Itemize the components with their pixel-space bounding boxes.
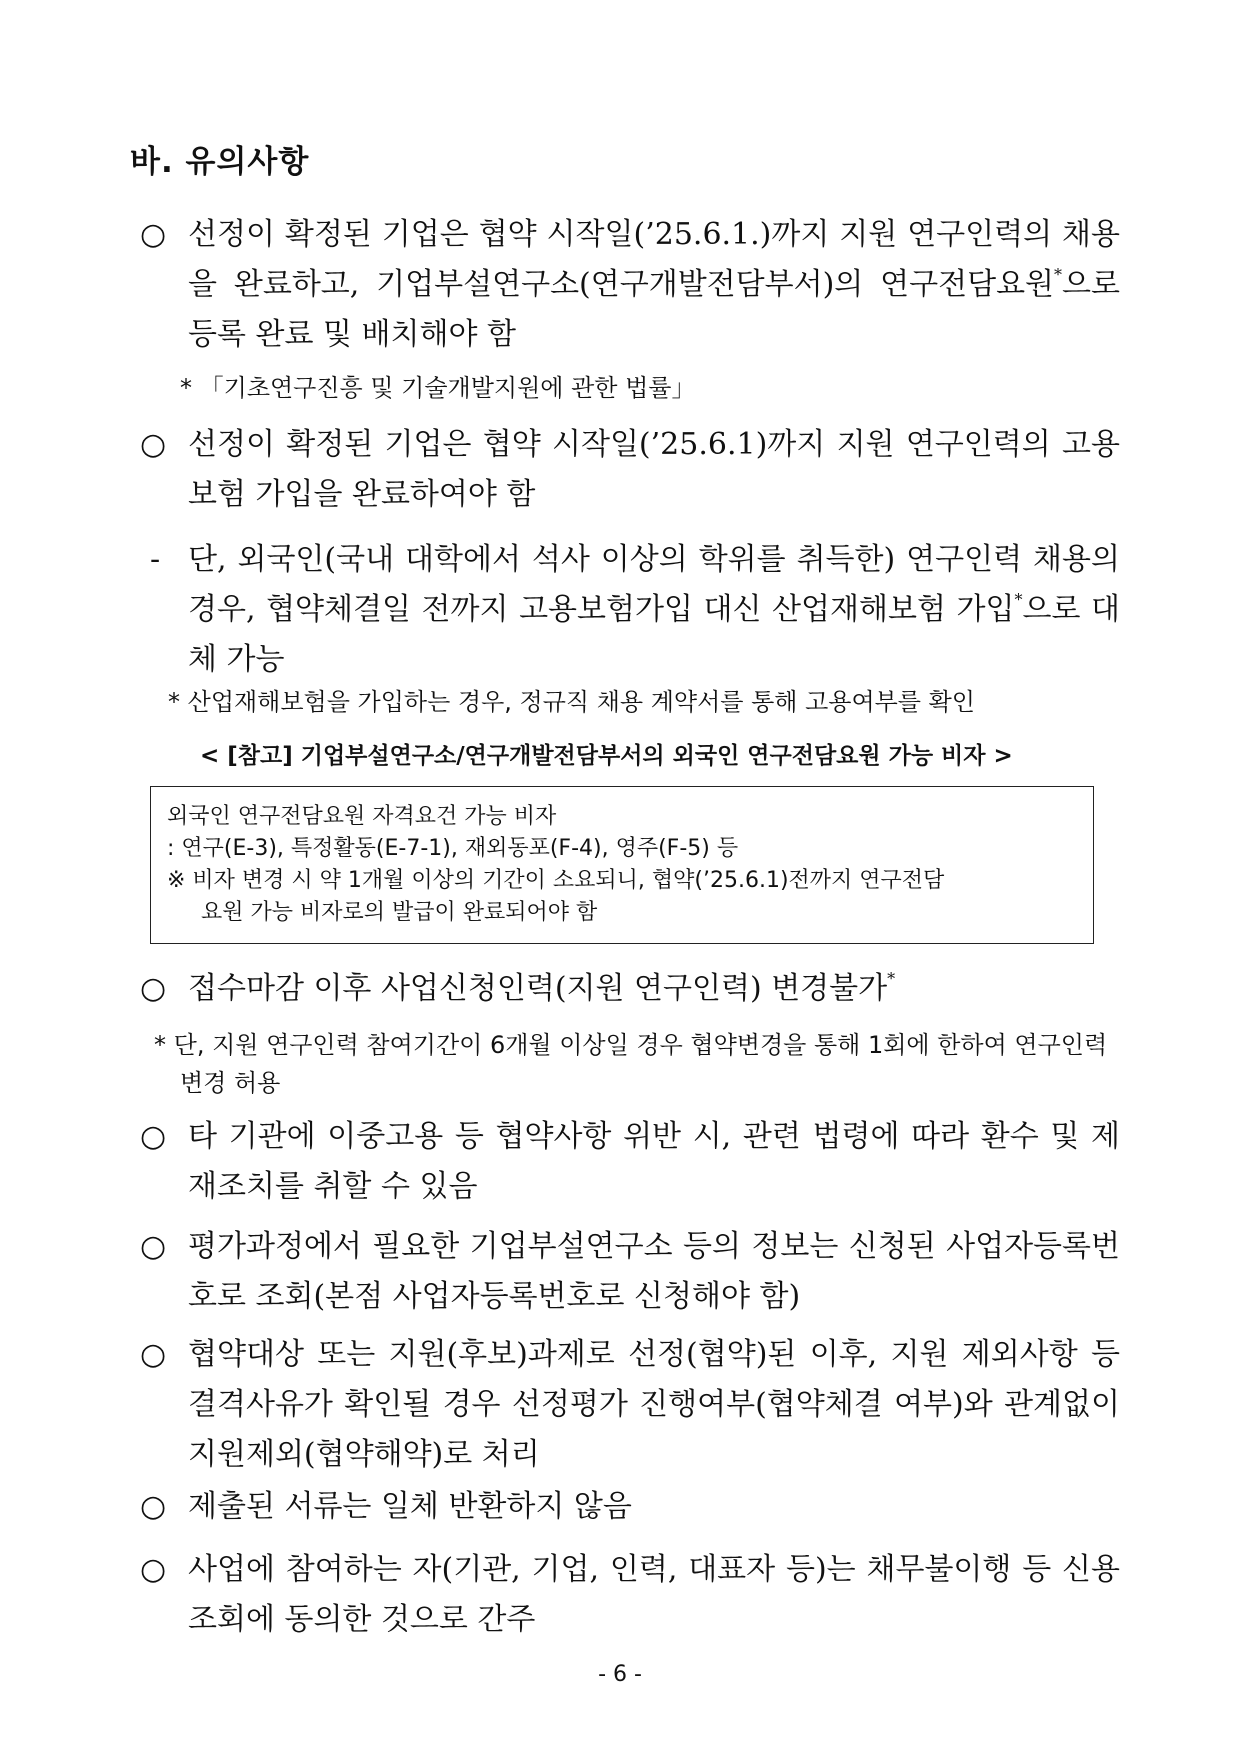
- footnote-change: * 단, 지원 연구인력 참여기간이 6개월 이상일 경우 협약변경을 통해 1회에 한하여 연구인력 변경 허용: [154, 1031, 1108, 1097]
- notice-text: 제출된 서류는 일체 반환하지 않음: [188, 1489, 632, 1524]
- footnote-mark: *: [1014, 590, 1023, 609]
- reference-title: < [참고] 기업부설연구소/연구개발전담부서의 외국인 연구전담요원 가능 비자 >: [200, 743, 1013, 769]
- dash-bullet: -: [150, 542, 161, 577]
- circle-bullet: ○: [140, 1229, 167, 1264]
- circle-bullet: ○: [140, 427, 167, 462]
- notice-item-2: [140, 420, 1120, 520]
- footnote-law: * 「기초연구진흥 및 기술개발지원에 관한 법률」: [180, 374, 696, 402]
- reference-visa-list: : 연구(E-3), 특정활동(E-7-1), 재외동포(F-4), 영주(F-5) 등: [167, 836, 739, 861]
- circle-bullet: ○: [140, 971, 167, 1006]
- notice-subitem-foreigner: [140, 535, 1120, 685]
- notice-item-7: [140, 1482, 1120, 1532]
- notice-item-5: [140, 1222, 1120, 1322]
- notice-item-4: [140, 1112, 1120, 1212]
- reference-notice: ※ 비자 변경 시 약 1개월 이상의 기간이 소요되니, 협약(’25.6.1)전까지 연구전담: [167, 868, 945, 893]
- notice-text: 사업에 참여하는 자(기관, 기업, 인력, 대표자 등)는 채무불이행 등 신용조회에 동의한 것으로 간주: [188, 1552, 1120, 1637]
- reference-box-heading: 외국인 연구전담요원 자격요건 가능 비자: [167, 804, 557, 829]
- notice-item-1: [140, 210, 1120, 360]
- circle-bullet: ○: [140, 217, 167, 252]
- notice-item-6: [140, 1330, 1120, 1480]
- circle-bullet: ○: [140, 1337, 167, 1372]
- notice-text: 선정이 확정된 기업은 협약 시작일(’25.6.1.)까지 지원 연구인력의 채용을 완료하고, 기업부설연구소(연구개발전담부서)의 연구전담요원*으로 등록 완료 및 배치해야 함: [188, 217, 1120, 352]
- notice-text: 평가과정에서 필요한 기업부설연구소 등의 정보는 신청된 사업자등록번호로 조회(본점 사업자등록번호로 신청해야 함): [188, 1229, 1120, 1314]
- reference-box: [150, 786, 1094, 944]
- notice-text: 협약대상 또는 지원(후보)과제로 선정(협약)된 이후, 지원 제외사항 등 결격사유가 확인될 경우 선정평가 진행여부(협약체결 여부)와 관계없이 지원제외(협약해약)로 처리: [188, 1337, 1120, 1472]
- notice-item-8: [140, 1545, 1120, 1645]
- footnote-insurance: * 산업재해보험을 가입하는 경우, 정규직 채용 계약서를 통해 고용여부를 확인: [168, 688, 975, 716]
- circle-bullet: ○: [140, 1119, 167, 1154]
- notice-item-3: [140, 964, 1120, 1014]
- circle-bullet: ○: [140, 1552, 167, 1587]
- notice-text: 타 기관에 이중고용 등 협약사항 위반 시, 관련 법령에 따라 환수 및 제재조치를 취할 수 있음: [188, 1119, 1120, 1204]
- circle-bullet: ○: [140, 1489, 167, 1524]
- section-heading: 바. 유의사항: [130, 144, 310, 180]
- notice-text: 접수마감 이후 사업신청인력(지원 연구인력) 변경불가*: [188, 969, 896, 1006]
- notice-text: 단, 외국인(국내 대학에서 석사 이상의 학위를 취득한) 연구인력 채용의 경우, 협약체결일 전까지 고용보험가입 대신 산업재해보험 가입*으로 대체 가능: [188, 542, 1121, 677]
- notice-text: 선정이 확정된 기업은 협약 시작일(’25.6.1)까지 지원 연구인력의 고용보험 가입을 완료하여야 함: [188, 427, 1120, 512]
- footnote-mark: *: [887, 969, 896, 988]
- reference-notice-continued: 요원 가능 비자로의 발급이 완료되어야 함: [201, 900, 598, 925]
- page-number: - 6 -: [598, 1662, 642, 1687]
- footnote-mark: *: [1054, 265, 1063, 284]
